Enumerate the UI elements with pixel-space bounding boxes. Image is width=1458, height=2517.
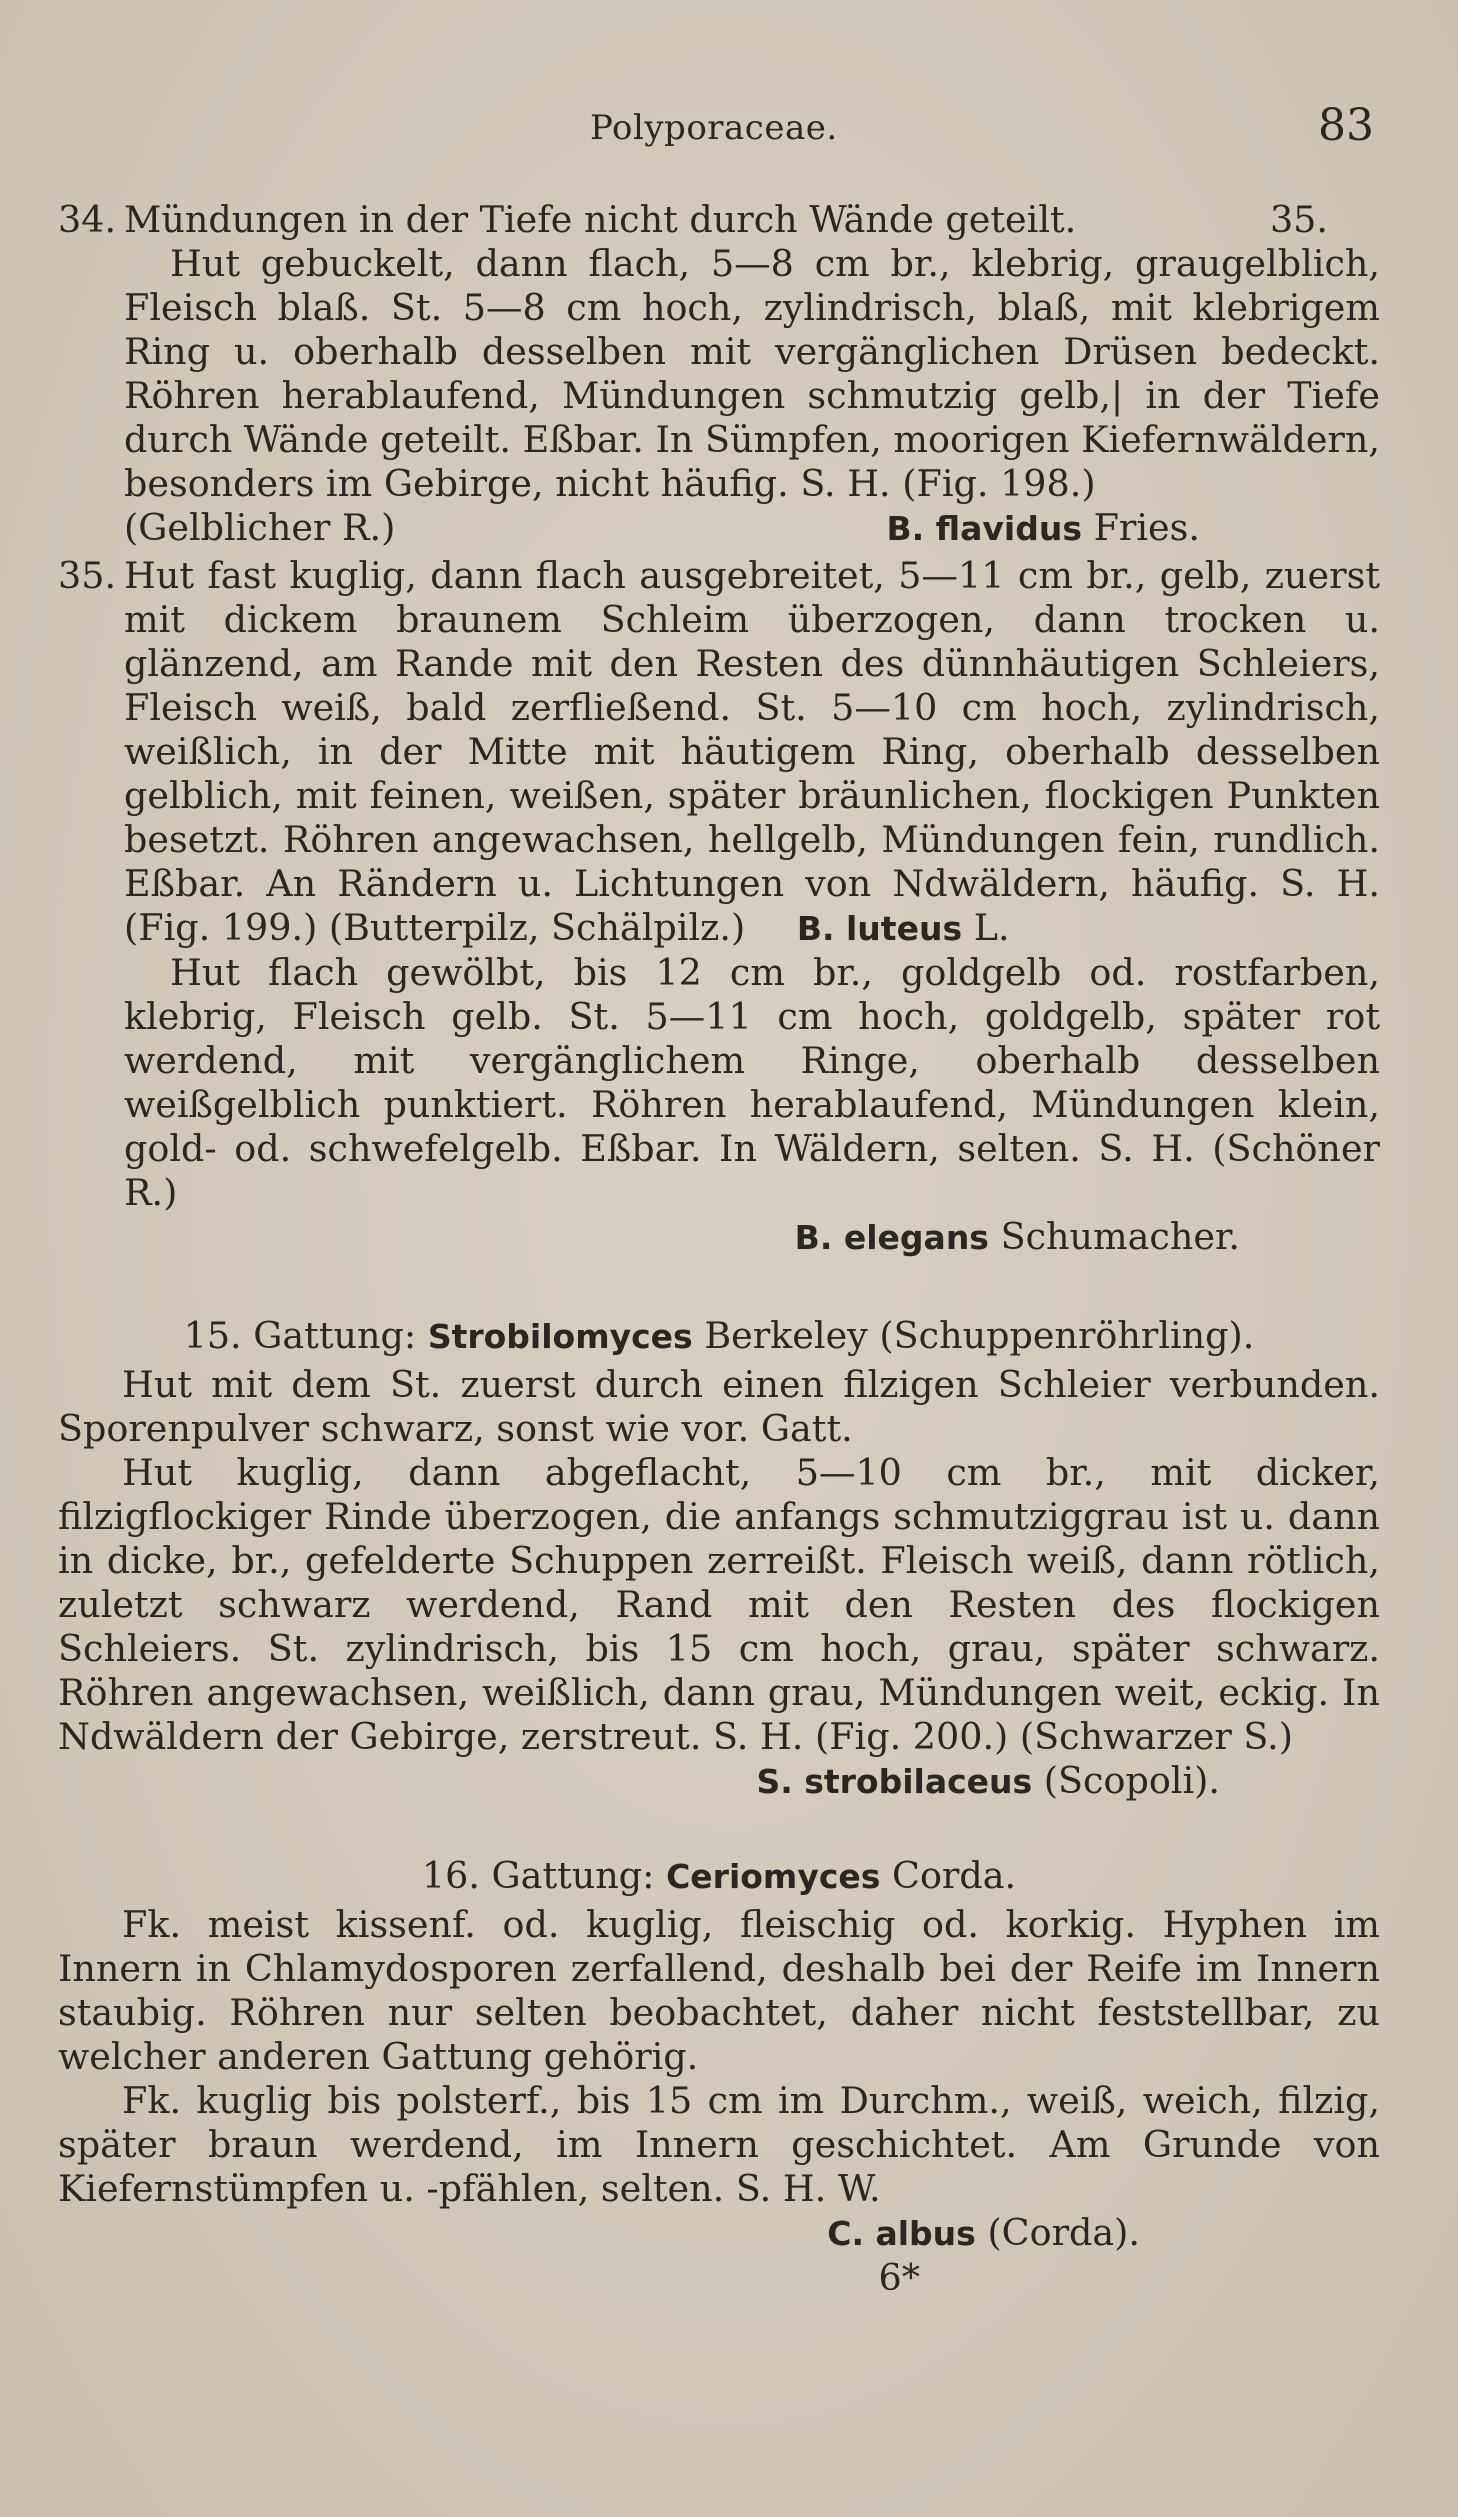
genus-heading-prefix: 16. Gattung:	[421, 1854, 655, 1897]
couplet-35-description-2	[58, 951, 1380, 1215]
genus-name: Strobilomyces	[427, 1317, 693, 1356]
species-author: Schumacher.	[1000, 1215, 1240, 1258]
couplet-34-species-line	[58, 506, 1380, 550]
genus-heading-suffix: Berkeley (Schuppenröhrling).	[704, 1314, 1255, 1357]
genus-15-heading	[58, 1314, 1380, 1359]
species-author: (Scopoli).	[1043, 1759, 1220, 1802]
diagnosis-text: Hut mit dem St. zuerst durch einen filzigen Schleier verbunden. Sporenpulver schwarz, sonst wie vor. Gatt.	[58, 1363, 1380, 1450]
signature-mark	[58, 2256, 1380, 2300]
genus-16-description	[58, 2079, 1380, 2211]
genus-15-species	[58, 1759, 1380, 1804]
genus-name: Ceriomyces	[666, 1857, 881, 1896]
species-name: C. albus	[827, 2214, 976, 2253]
description-text: Fk. kuglig bis polsterf., bis 15 cm im Durchm., weiß, weich, filzig, später braun werdend, im Innern geschichtet. Am Grunde von Kiefernstümpfen u. -pfählen, selten. S. H. W.	[58, 2079, 1380, 2210]
species-name: B. luteus	[796, 909, 963, 948]
description-text: Hut flach gewölbt, bis 12 cm br., goldgelb od. rostfarben, klebrig, Fleisch gelb. St. 5—11 cm hoch, goldgelb, später rot werdend, mit vergänglichem Ringe, oberhalb desselben weißgelblich punktiert. Röhren herablaufend, Mündungen klein, gold- od. schwefelgelb. Eßbar. In Wäldern, selten. S. H. (Schöner R.)	[124, 951, 1380, 1214]
description-text: Hut fast kuglig, dann flach ausgebreitet, 5—11 cm br., gelb, zuerst mit dickem braunem Schleim überzogen, dann trocken u. glänzend, am Rande mit den Resten des dünnhäutigen Schleiers, Fleisch weiß, bald zerfließend. St. 5—10 cm hoch, zylindrisch, weißlich, in der Mitte mit häutigem Ring, oberhalb desselben gelblich, mit feinen, weißen, später bräunlichen, flockigen Punkten besetzt. Röhren angewachsen, hellgelb, Mündungen fein, rundlich. Eßbar. An Rändern u. Lichtungen von Ndwäldern, häufig. S. H. (Fig. 199.) (Butterpilz, Schälpilz.)	[124, 554, 1380, 949]
diagnosis-text: Fk. meist kissenf. od. kuglig, fleischig od. korkig. Hyphen im Innern in Chlamydosporen zerfallend, deshalb bei der Reife im Innern staubig. Röhren nur selten beobachtet, daher nicht feststellbar, zu welcher anderen Gattung gehörig.	[58, 1903, 1380, 2078]
genus-heading-prefix: 15. Gattung:	[183, 1314, 417, 1357]
signature-mark-text: 6*	[878, 2256, 920, 2299]
description-text: Hut gebuckelt, dann flach, 5—8 cm br., klebrig, graugelblich, Fleisch blaß. St. 5—8 cm hoch, zylindrisch, blaß, mit klebrigem Ring u. oberhalb desselben mit vergänglichen Drüsen bedeckt. Röhren herablaufend, Mündungen schmutzig gelb,| in der Tiefe durch Wände geteilt. Eßbar. In Sümpfen, moorigen Kiefernwäldern, besonders im Gebirge, nicht häufig. S. H. (Fig. 198.)	[124, 242, 1380, 505]
species-author: (Corda).	[987, 2211, 1140, 2254]
description-text: Hut kuglig, dann abgeflacht, 5—10 cm br., mit dicker, filzigflockiger Rinde überzogen, die anfangs schmutziggrau ist u. dann in dicke, br., gefelderte Schuppen zerreißt. Fleisch weiß, dann rötlich, zuletzt schwarz werdend, Rand mit den Resten des flockigen Schleiers. St. zylindrisch, bis 15 cm hoch, grau, später schwarz. Röhren angewachsen, weißlich, dann grau, Mündungen weit, eckig. In Ndwäldern der Gebirge, zerstreut. S. H. (Fig. 200.) (Schwarzer S.)	[58, 1451, 1380, 1758]
couplet-35-species-2	[58, 1215, 1380, 1260]
species-author: Fries.	[1093, 506, 1200, 549]
couplet-34-lead	[58, 198, 1380, 242]
couplet-34-description	[58, 242, 1380, 506]
species-citation	[887, 506, 1381, 551]
species-name: S. strobilaceus	[756, 1762, 1033, 1801]
species-citation	[757, 906, 1010, 949]
couplet-lead-text: Mündungen in der Tiefe nicht durch Wände geteilt.	[124, 198, 1077, 241]
page-body	[58, 198, 1380, 2300]
page-number: 83	[1318, 100, 1374, 151]
couplet-number: 35.	[58, 554, 117, 597]
species-name: B. flavidus	[886, 509, 1082, 548]
couplet-reference: 35.	[1269, 198, 1328, 241]
genus-16-species	[58, 2211, 1380, 2256]
running-title: Polyporaceae.	[590, 108, 838, 148]
genus-16-diagnosis	[58, 1903, 1380, 2079]
genus-16-heading	[58, 1854, 1380, 1899]
genus-15-description	[58, 1451, 1380, 1759]
couplet-35-description-1	[58, 554, 1380, 951]
couplet-number: 34.	[58, 198, 117, 241]
genus-15-diagnosis	[58, 1363, 1380, 1451]
page-header	[0, 100, 1458, 160]
species-author: L.	[973, 906, 1010, 949]
genus-heading-suffix: Corda.	[892, 1854, 1017, 1897]
common-name: (Gelblicher R.)	[124, 506, 396, 549]
species-name: B. elegans	[794, 1218, 989, 1257]
